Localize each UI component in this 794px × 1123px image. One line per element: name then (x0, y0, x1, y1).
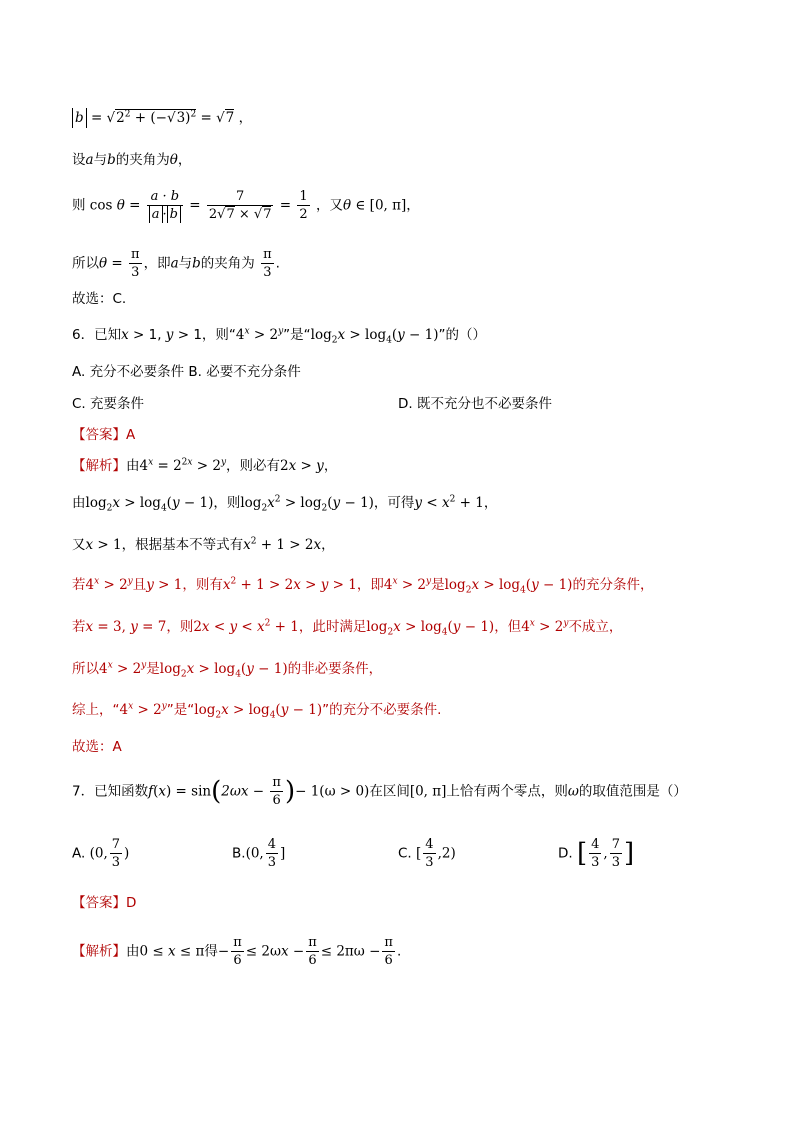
line-choice-c (72, 289, 734, 309)
text: . (396, 943, 402, 960)
fraction: $\frac{7}{2√7 \times √7}$ (208, 189, 272, 222)
explain-6-line6: 所以$4^x > 2^y$是$\log_2x > \log_4(y - 1)$的非必要条件， (72, 660, 383, 680)
line-theta-result: 所以θ = $\frac{\pi}{3}$ ，即a与b的夹角为 $\frac{\pi}{3}$ . (72, 247, 280, 280)
text: 不成立， (568, 619, 623, 635)
explain-6-line7: 综上，“$4^x > 2^y$”是“$\log_2x > \log_4(y - 1)$”的充分不必要条件. (72, 701, 442, 721)
text: 【解析】 (72, 943, 126, 960)
fraction: $\frac{\pi}{3}$ (131, 247, 140, 280)
text: 得 (204, 943, 218, 960)
text: ”是“ (166, 702, 195, 718)
text: 故选：A (72, 739, 122, 755)
text: ，根据基本不等式有 (121, 537, 244, 553)
text: ，则必有 (226, 458, 281, 474)
text: ，则“ (201, 327, 236, 343)
text: A. 充分不必要条件 B. 必要不充分条件 (72, 364, 301, 380)
fraction: $\frac{a \cdot b}{a \cdot b}$ (147, 188, 183, 223)
text: ，此时满足 (298, 619, 367, 635)
text: ，即 (143, 255, 171, 272)
text: 的取值范围是（） (578, 783, 687, 800)
text: 所以 (72, 255, 99, 272)
explain-6-line4: 若$4^x > 2^y$且y > 1，则有$x^2 + 1 > 2x > y > 1$，即$4^x > 2^y$是$\log_2x > \log_4(y - 1)$的充分条件， (72, 576, 654, 596)
text: 7．已知函数 (72, 783, 149, 800)
q7-option-b: B.(0, $\frac{4}{3}$ ] (232, 837, 286, 870)
text: ，但 (494, 619, 522, 635)
text: 上恰有两个零点，则 (446, 783, 568, 800)
text: ，又 (315, 197, 343, 214)
text: 设 (72, 152, 86, 168)
text: ，即 (356, 577, 384, 593)
answer-7 (72, 893, 734, 913)
explain-7-line1: 【解析】由0 ≤ x ≤ π得− $\frac{\pi}{6}$ ≤ 2ωx − $\frac{\pi}{6}$ ≤ 2πω − $\frac{\pi}{6}$ . (72, 935, 402, 968)
text: ， (321, 537, 335, 553)
explain-6-line1: 【解析】由$4^x = 2^{2x} > 2^y$，则必有2x > y， (72, 457, 338, 474)
text: ，则有 (182, 577, 223, 593)
q6-options-ab (72, 362, 734, 382)
text: ， (406, 197, 420, 214)
question-7: 7．已知函数f(x) = sin(2ωx − $\frac{\pi}{6}$ )− 1(ω > 0)在区间[0, π]上恰有两个零点，则ω的取值范围是（） (72, 775, 687, 808)
text: 是 (146, 661, 160, 677)
text: 6．已知 (72, 327, 122, 343)
text: 若 (72, 619, 86, 635)
explain-6-line5: 若x = 3, y = 7，则$2x < y < x^2 + 1$，此时满足$\log_2x > \log_4(y - 1)$，但$4^x > 2^y$不成立， (72, 618, 623, 638)
text: 由 (72, 495, 86, 511)
text: ， (177, 152, 192, 168)
q7-option-d: D. [ $\frac{4}{3}$ , $\frac{7}{3}$ ] (558, 837, 635, 870)
text: 的非必要条件， (287, 661, 383, 677)
text: ， (483, 495, 498, 511)
text: ，可得 (373, 495, 415, 511)
text: 若 (72, 577, 86, 593)
explain-6-line8 (72, 737, 734, 757)
text: . (275, 255, 280, 272)
text: 由 (126, 458, 140, 474)
fraction: $\frac{1}{2}$ (299, 189, 308, 222)
text: ， (323, 458, 338, 474)
text: 又 (72, 537, 86, 553)
explain-6-line2: 由$\log_2x > \log_4(y - 1)$，则$\log_2x^2 > \log_2(y - 1)$，可得$y < x^2 + 1$， (72, 494, 498, 514)
text: 【答案】A (72, 427, 136, 443)
q7-option-a: A. (0, $\frac{7}{3}$ ) (72, 837, 130, 870)
text: 故选：C. (72, 291, 127, 307)
text: 【答案】D (72, 895, 137, 911)
text: 是 (431, 577, 445, 593)
text: 与 (93, 152, 108, 168)
text: 的充分条件， (572, 577, 654, 593)
text: ， (238, 110, 253, 126)
question-6: 6．已知x > 1, y > 1，则“$4^x > 2^y$”是“$\log_2x > \log_4(y - 1)$”的（） (72, 326, 487, 346)
text: 所以 (72, 661, 99, 677)
text: 在区间 (369, 783, 410, 800)
q7-option-c: C. [ $\frac{4}{3}$ ,2) (398, 837, 456, 870)
line-angle-def: 设a与b的夹角为θ， (72, 152, 192, 168)
explain-6-line3: 又x > 1，根据基本不等式有$x^2 + 1 > 2x$， (72, 536, 335, 553)
answer-6 (72, 425, 734, 445)
q6-option-c: C. 充要条件 (72, 396, 145, 412)
text: ”的充分不必要条件. (322, 702, 442, 718)
text: 且 (132, 577, 147, 593)
line-vector-magnitude: $b = √2^2 + (-√3)^2 = √7$ ， (72, 108, 734, 128)
text: ，则 (166, 619, 194, 635)
text: ，则 (213, 495, 241, 511)
text: ”是“ (283, 327, 311, 343)
abs-b: b (72, 108, 87, 128)
text: 的夹角为 (115, 152, 170, 168)
line-cos-theta: 则 cos θ = $\frac{a \cdot b}{a \cdot b}$ = $\frac{7}{2√7 \times √7}$ = $\frac{1}{2}$ ，又θ ∈ [0, π]， (72, 189, 420, 222)
text: 由 (126, 943, 140, 960)
q6-option-d: D. 既不充分也不必要条件 (398, 396, 552, 412)
text: 与 (178, 255, 193, 272)
text: 的夹角为 (200, 255, 255, 272)
text: 综上，“ (72, 702, 120, 718)
text: 【解析】 (72, 458, 126, 474)
text: 则 (72, 197, 86, 214)
fraction: $\frac{\pi}{3}$ (263, 247, 272, 280)
text: ”的（） (438, 327, 487, 343)
